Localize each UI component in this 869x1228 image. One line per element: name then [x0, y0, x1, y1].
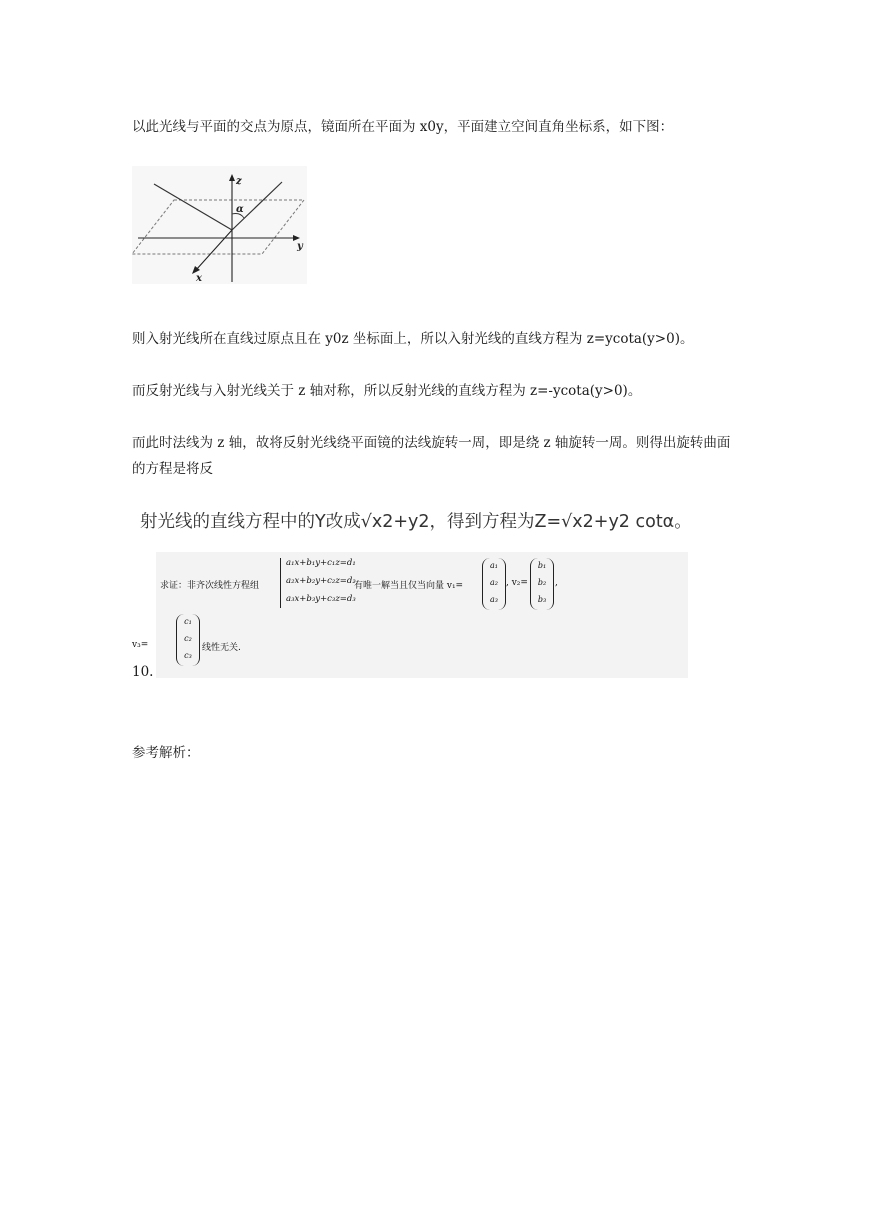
coordinate-diagram [132, 166, 307, 284]
v3-entry: c₂ [184, 634, 192, 643]
z-axis-arrow [229, 174, 235, 181]
question-prefix: 求证：非齐次线性方程组 [160, 581, 260, 591]
rotation-surface-equation: 射光线的直线方程中的Y改成√x2+y2，得到方程为Z=√x2+y2 cotα。 [140, 512, 692, 532]
v2-entry: b₃ [537, 595, 547, 604]
vector-v1 [482, 558, 506, 610]
incident-ray [154, 184, 232, 230]
paragraph-incident-ray: 则入射光线所在直线过原点且在 y0z 坐标面上，所以入射光线的直线方程为 z=ycota(y>0)。 [132, 331, 694, 347]
question-number: 10. [132, 664, 154, 680]
x-axis [196, 230, 232, 270]
v1-entry: a₁ [490, 561, 498, 570]
y-axis-label: y [297, 241, 303, 252]
vector-v2 [530, 558, 554, 610]
v2-entry: b₂ [537, 578, 547, 587]
v3-entry: c₁ [184, 617, 192, 626]
v3-label: v₃= [132, 640, 149, 650]
z-axis-label: z [236, 176, 242, 187]
angle-label: α [236, 204, 244, 215]
v2-entry: b₁ [537, 561, 547, 570]
equation-2: a₂x+b₂y+c₂z=d₂ [286, 576, 356, 586]
v3-entry: c₃ [184, 651, 192, 660]
v2-trailing-comma: , [555, 578, 558, 588]
system-bracket [280, 558, 285, 608]
v1-entry: a₃ [490, 595, 498, 604]
paragraph-rotation: 而此时法线为 z 轴，故将反射光线绕平面镜的法线旋转一周，即是绕 z 轴旋转一周。则得出旋转曲面的方程是将反 [132, 435, 731, 477]
v1-entry: a₂ [490, 578, 498, 587]
answer-heading: 参考解析： [132, 745, 200, 761]
coordinate-figure [132, 166, 307, 284]
paragraph-reflected-ray: 而反射光线与入射光线关于 z 轴对称，所以反射光线的直线方程为 z=-ycota(y>0)。 [132, 383, 642, 399]
vector-v3 [176, 614, 200, 666]
paragraph-coordinate-setup: 以此光线与平面的交点为原点，镜面所在平面为 x0y，平面建立空间直角坐标系，如下图： [132, 119, 674, 135]
question-suffix: 线性无关. [202, 643, 241, 653]
v2-label: , v₂= [506, 578, 528, 588]
equation-1: a₁x+b₁y+c₁z=d₁ [286, 558, 356, 568]
equation-3: a₃x+b₃y+c₃z=d₃ [286, 594, 356, 604]
question-middle-text: 有唯一解当且仅当向量 v₁= [354, 581, 464, 591]
x-axis-label: x [196, 273, 202, 284]
